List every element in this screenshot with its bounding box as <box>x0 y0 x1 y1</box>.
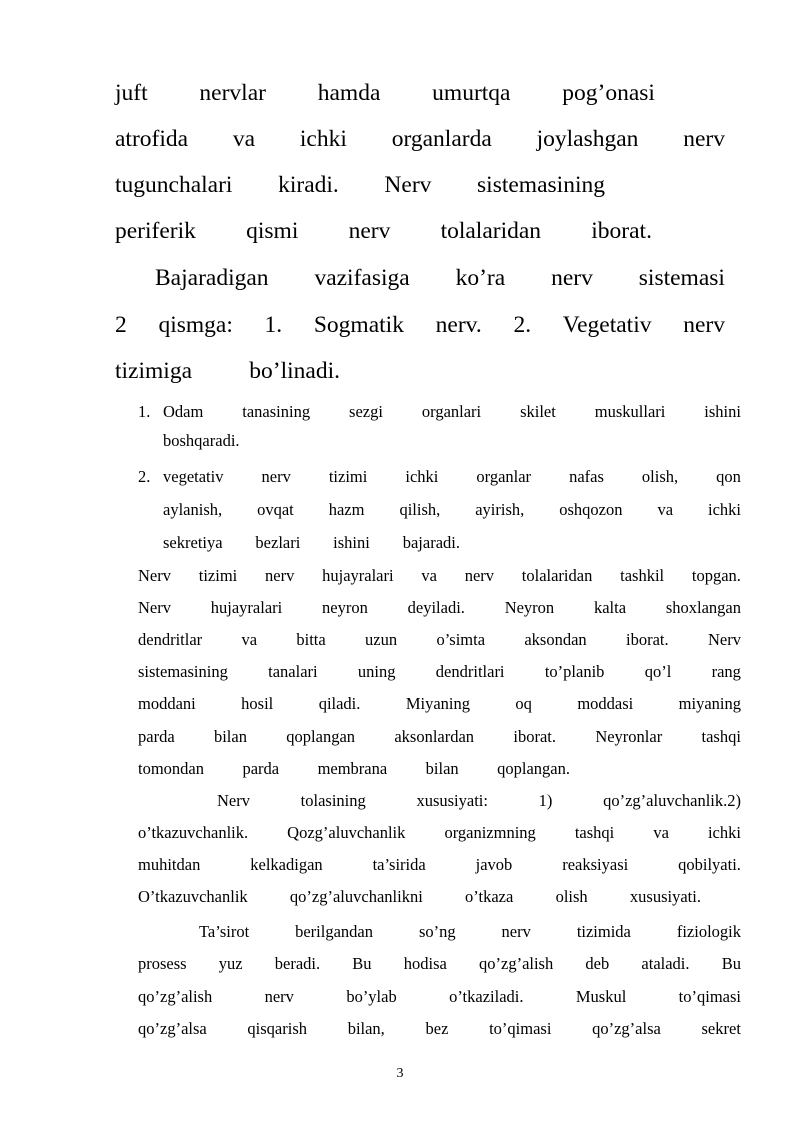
word: va <box>421 566 437 585</box>
word: ichki <box>405 467 439 486</box>
word: aylanish, <box>163 500 223 519</box>
word: topgan. <box>691 566 741 585</box>
word: kalta <box>593 598 627 617</box>
word: parda <box>242 759 280 778</box>
word: hosil <box>241 694 274 713</box>
word: javob <box>475 855 513 874</box>
word: nerv <box>264 987 294 1006</box>
text-line <box>138 693 741 715</box>
word: iborat. <box>591 218 652 244</box>
word: qo’zg’alish <box>138 987 213 1006</box>
text-line <box>199 921 741 943</box>
word: xususiyati. <box>629 887 701 906</box>
word: hodisa <box>403 954 447 973</box>
word: kiradi. <box>278 172 339 198</box>
word: organlarda <box>391 126 492 152</box>
word: nerv <box>501 922 531 941</box>
word: hazm <box>328 500 365 519</box>
word: uzun <box>365 630 398 649</box>
word: qon <box>716 467 741 486</box>
word: skilet <box>520 402 556 421</box>
text-line <box>138 726 741 748</box>
word: sistemasi <box>638 265 725 291</box>
word: xususiyati: <box>416 791 488 810</box>
word: 1. <box>264 312 283 338</box>
word: bilan, <box>347 1019 385 1038</box>
word: Bajaradigan <box>155 265 269 291</box>
word: beradi. <box>274 954 321 973</box>
word: hujayralari <box>322 566 394 585</box>
word: qo’zg’aluvchanlik.2) <box>603 791 741 810</box>
word: tolalaridan <box>521 566 593 585</box>
word: qiladi. <box>318 694 361 713</box>
word: bo’ylab <box>346 987 397 1006</box>
word: ataladi. <box>641 954 690 973</box>
word: nerv. <box>435 312 482 338</box>
word: Qozg’aluvchanlik <box>287 823 406 842</box>
word: tanasining <box>242 402 311 421</box>
word: muhitdan <box>138 855 201 874</box>
word: qobilyati. <box>678 855 741 874</box>
word: qo’zg’alsa <box>138 1019 207 1038</box>
text-line <box>138 822 741 844</box>
word: ichki <box>299 126 347 152</box>
word: qilish, <box>399 500 441 519</box>
word: Nerv <box>138 598 171 617</box>
word: va <box>241 630 258 649</box>
list-item-line <box>163 401 741 423</box>
list-item-line <box>163 499 741 521</box>
word: aksonlardan <box>394 727 475 746</box>
word: Ta’sirot <box>199 922 250 941</box>
word: o’simta <box>436 630 486 649</box>
word: Odam <box>163 402 204 421</box>
word: sezgi <box>349 402 383 421</box>
word: 2. <box>513 312 532 338</box>
word: qo’l <box>644 662 672 681</box>
word: tizimida <box>576 922 631 941</box>
list-item-line <box>163 532 460 554</box>
word: sistemasining <box>138 662 228 681</box>
word: O’tkazuvchanlik <box>138 887 248 906</box>
list-item-line <box>163 430 240 452</box>
word: nerv <box>551 265 593 291</box>
word: Nerv <box>384 172 432 198</box>
word: Neyronlar <box>595 727 663 746</box>
word: bajaradi. <box>402 533 460 552</box>
word: tolasining <box>300 791 366 810</box>
word: tolalaridan <box>440 218 542 244</box>
text-line <box>217 790 741 812</box>
word: yuz <box>218 954 243 973</box>
text-line <box>115 310 725 340</box>
word: muskullari <box>594 402 666 421</box>
word: Neyron <box>504 598 555 617</box>
word: organizmning <box>444 823 536 842</box>
word: olish <box>555 887 588 906</box>
text-line <box>115 356 340 386</box>
word: Bu <box>721 954 741 973</box>
word: ichki <box>707 823 741 842</box>
word: ayirish, <box>475 500 525 519</box>
text-line <box>138 661 741 683</box>
word: pog’onasi <box>562 80 655 106</box>
text-line <box>115 170 605 200</box>
word: va <box>657 500 674 519</box>
text-line <box>138 953 741 975</box>
word: qismi <box>246 218 299 244</box>
word: oq <box>515 694 532 713</box>
word: shoxlangan <box>665 598 741 617</box>
word: ichki <box>708 500 741 519</box>
word: nafas <box>569 467 604 486</box>
word: reaksiyasi <box>562 855 629 874</box>
word: nerv <box>261 467 291 486</box>
word: deyiladi. <box>407 598 465 617</box>
word: qo’zg’aluvchanlikni <box>289 887 423 906</box>
word: berilgandan <box>295 922 373 941</box>
word: nerv <box>348 218 391 244</box>
word: Nerv <box>217 791 250 810</box>
word: hujayralari <box>210 598 283 617</box>
word: juft <box>115 80 148 106</box>
word: tugunchalari <box>115 172 233 198</box>
text-line <box>138 565 741 587</box>
text-line <box>115 124 725 154</box>
word: olish, <box>641 467 679 486</box>
word: parda <box>138 727 175 746</box>
text-line <box>138 886 701 908</box>
word: miyaning <box>678 694 741 713</box>
text-line <box>115 216 652 246</box>
word: ko’ra <box>455 265 506 291</box>
word: qo’zg’alish <box>479 954 554 973</box>
word: Nerv <box>707 630 741 649</box>
word: joylashgan <box>536 126 639 152</box>
word: Nerv <box>138 566 171 585</box>
word: nervlar <box>199 80 266 106</box>
word: to’planib <box>544 662 605 681</box>
word: to’qimasi <box>489 1019 552 1038</box>
word: tashqi <box>701 727 741 746</box>
word: atrofida <box>115 126 189 152</box>
word: neyron <box>322 598 368 617</box>
text-line <box>138 758 570 780</box>
word: Sogmatik <box>313 312 404 338</box>
word: Bu <box>352 954 372 973</box>
word: kelkadigan <box>250 855 323 874</box>
word: Muskul <box>575 987 627 1006</box>
word: Miyaning <box>405 694 470 713</box>
word: o’tkazuvchanlik. <box>138 823 249 842</box>
word: rang <box>711 662 741 681</box>
word: periferik <box>115 218 196 244</box>
word: boshqaradi. <box>163 431 240 450</box>
word: nerv <box>265 566 295 585</box>
word: sekretiya <box>163 533 223 552</box>
word: prosess <box>138 954 187 973</box>
word: tashkil <box>620 566 665 585</box>
word: qisqarish <box>247 1019 307 1038</box>
word: moddani <box>138 694 196 713</box>
word: bo’linadi. <box>249 358 340 384</box>
word: bilan <box>213 727 247 746</box>
word: bez <box>425 1019 449 1038</box>
text-line <box>138 597 741 619</box>
word: 2 <box>115 312 127 338</box>
word: qoplangan <box>286 727 356 746</box>
word: umurtqa <box>432 80 511 106</box>
word: tomondan <box>138 759 204 778</box>
word: ovqat <box>257 500 294 519</box>
word: ishini <box>704 402 741 421</box>
word: qoplangan. <box>497 759 570 778</box>
text-line <box>115 78 655 108</box>
word: nerv <box>464 566 495 585</box>
word: tashqi <box>574 823 615 842</box>
word: membrana <box>317 759 388 778</box>
word: va <box>653 823 669 842</box>
list-item-line <box>163 466 741 488</box>
word: qismga: <box>158 312 233 338</box>
word: o’tkaziladi. <box>449 987 524 1006</box>
word: iborat. <box>513 727 556 746</box>
text-line <box>138 986 741 1008</box>
word: iborat. <box>626 630 669 649</box>
word: dendritlari <box>435 662 505 681</box>
text-line <box>155 263 725 293</box>
page-number: 3 <box>396 1066 404 1081</box>
word: va <box>232 126 256 152</box>
word: so’ng <box>418 922 456 941</box>
word: hamda <box>317 80 381 106</box>
word: qo’zg’alsa <box>592 1019 661 1038</box>
word: sekret <box>701 1019 741 1038</box>
word: tizimiga <box>115 358 193 384</box>
word: uning <box>357 662 396 681</box>
text-line <box>138 629 741 651</box>
text-line <box>138 1018 741 1040</box>
word: oshqozon <box>559 500 623 519</box>
word: 1) <box>538 791 553 810</box>
word: moddasi <box>577 694 634 713</box>
word: fiziologik <box>676 922 741 941</box>
word: sistemasining <box>477 172 605 198</box>
word: organlar <box>476 467 532 486</box>
word: dendritlar <box>138 630 203 649</box>
list-number: 2. <box>138 467 151 486</box>
word: ta’sirida <box>372 855 426 874</box>
word: bezlari <box>255 533 301 552</box>
word: tanalari <box>268 662 318 681</box>
word: deb <box>585 954 610 973</box>
word: ishini <box>333 533 370 552</box>
word: to’qimasi <box>678 987 741 1006</box>
word: nerv <box>683 126 725 152</box>
text-line <box>138 854 741 876</box>
word: bilan <box>425 759 459 778</box>
word: nerv <box>683 312 725 338</box>
word: Vegetativ <box>562 312 652 338</box>
word: aksondan <box>524 630 587 649</box>
word: organlari <box>421 402 482 421</box>
word: tizimi <box>198 566 238 585</box>
word: vazifasiga <box>314 265 410 291</box>
word: tizimi <box>328 467 368 486</box>
word: bitta <box>296 630 326 649</box>
list-number: 1. <box>138 402 151 421</box>
word: vegetativ <box>163 467 224 486</box>
word: o’tkaza <box>465 887 514 906</box>
